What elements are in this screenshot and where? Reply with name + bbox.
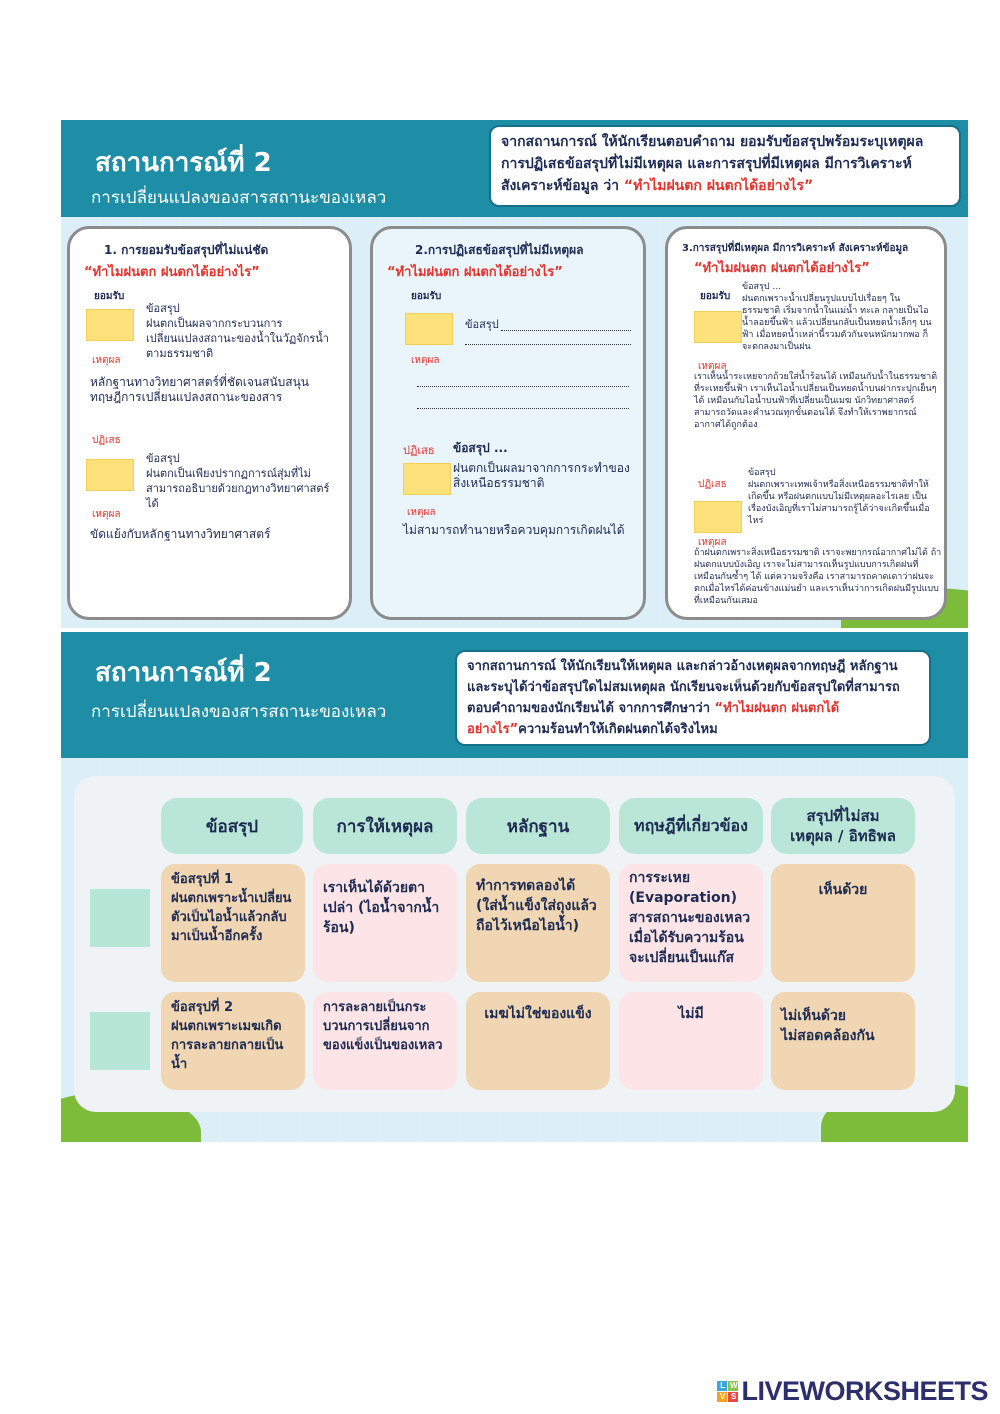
- reject-reason: ขัดแย้งกับหลักฐานทางวิทยาศาสตร์: [90, 527, 271, 541]
- worksheet-panel-1: [61, 120, 968, 628]
- page-title: สถานการณ์ที่ 2: [95, 148, 272, 178]
- card-question: “ทำไมฝนตก ฝนตกได้อย่างไร”: [694, 261, 870, 276]
- accept-reason: หลักฐานทางวิทยาศาสตร์ที่ชัดเจนสนับสนุนทฤษฎีการเปลี่ยนแปลงสถานะของสาร: [90, 375, 309, 404]
- accept-label: ยอมรับ: [94, 291, 125, 302]
- logo-tile: V: [717, 1392, 727, 1402]
- card-heading: 2.การปฏิเสธข้อสรุปที่ไม่มีเหตุผล: [415, 243, 584, 257]
- table-cell: เห็นด้วย: [771, 864, 915, 982]
- worksheet-panel-2: [61, 632, 968, 1142]
- page-title: สถานการณ์ที่ 2: [95, 658, 272, 688]
- accept-answer-box[interactable]: [405, 313, 453, 345]
- answer-line[interactable]: [417, 407, 629, 409]
- table-cell: ทำการทดลองได้ (ใส่น้ำแข็งใส่ถุงแล้วถือไว้เหนือไอน้ำ): [466, 864, 610, 982]
- reject-answer-box[interactable]: [694, 501, 742, 533]
- table-cell: ไม่เห็นด้วย ไม่สอดคล้องกัน: [771, 992, 915, 1090]
- reason-label: เหตุผล: [698, 537, 727, 548]
- page-subtitle: การเปลี่ยนแปลงของสารสถานะของเหลว: [91, 188, 387, 208]
- table-header: ข้อสรุป: [161, 798, 303, 854]
- accept-conclusion: ข้อสรุป: [465, 318, 499, 331]
- table-cell: ข้อสรุปที่ 1 ฝนตกเพราะน้ำเปลี่ยนตัวเป็นไอน้ำแล้วกลับมาเป็นน้ำอีกครั้ง: [161, 864, 305, 982]
- accept-label: ยอมรับ: [411, 291, 442, 302]
- reason-label: เหตุผล: [411, 355, 440, 366]
- reject-conclusion: ข้อสรุป ...: [453, 441, 508, 455]
- reason-label: เหตุผล: [698, 361, 727, 372]
- accept-label: ยอมรับ: [700, 291, 731, 302]
- table-cell: การละลายเป็นกระบวนการเปลี่ยนจากของแข็งเป็นของเหลว: [313, 992, 457, 1090]
- instruction-box: [489, 125, 961, 207]
- table-cell: ไม่มี: [619, 992, 763, 1090]
- card-heading: 1. การยอมรับข้อสรุปที่ไม่แน่ชัด: [104, 243, 269, 257]
- reason-label: เหตุผล: [407, 507, 436, 518]
- logo-tile: L: [717, 1381, 727, 1391]
- accept-reason: เราเห็นน้ำระเหยจากถ้วยใส่น้ำร้อนได้ เหมือนกับน้ำในธรรมชาติที่ระเหยขึ้นฟ้า เราเห็นไอน้ำเปลี่ยนเป็นหยดน้ำบนฝากระปุกเย็นๆ ได้ เหมือนกับไอน้ำบนฟ้าที่เปลี่ยนเป็นเมฆ นักวิทยาศาสตร์สามารถวัดและคำนวณทุกขั้นตอนได้ จึงทำให้เราพยากรณ์อากาศได้ถูกต้อง: [694, 372, 938, 430]
- reason-label: เหตุผล: [92, 509, 121, 520]
- accept-answer-box[interactable]: [694, 311, 742, 343]
- liveworksheets-logo: [717, 1376, 988, 1407]
- answer-line[interactable]: [501, 329, 631, 331]
- header-banner: [61, 120, 968, 217]
- reject-reason: ถ้าฝนตกเพราะสิ่งเหนือธรรมชาติ เราจะพยากรณ์อากาศไม่ได้ ถ้าฝนตกแบบบังเอิญ เราจะไม่สามารถเห็นรูปแบบการเกิดฝนที่เหมือนกันซ้ำๆ ได้ แต่ความจริงคือ เราสามารถคาดเดาว่าฝนจะตกเมื่อไหร่ได้ค่อนข้างแม่นยำ และเราเห็นว่าการเกิดฝนมีรูปแบบที่เหมือนกันเสมอ: [694, 548, 942, 606]
- logo-tile: S: [728, 1392, 738, 1402]
- instruction-text: จากสถานการณ์ ให้นักเรียนให้เหตุผล และกล่าวอ้างเหตุผลจากทฤษฎี หลักฐาน และระบุได้ว่าข้อสรุปใดไม่สมเหตุผล นักเรียนจะเห็นด้วยกับข้อสรุปใดที่สามารถตอบคำถามของนักเรียนได้ จากการศึกษาว่า: [467, 659, 900, 716]
- reject-label: ปฏิเสธ: [92, 435, 121, 446]
- instruction-text: จากสถานการณ์ ให้นักเรียนตอบคำถาม ยอมรับข้อสรุปพร้อมระบุเหตุผล การปฏิเสธข้อสรุปที่ไม่มีเหตุผล และการสรุปที่มีเหตุผล มีการวิเคราะห์ สังเคราะห์ข้อมูล ว่า: [501, 134, 924, 194]
- card-reasoned-conclusion: [665, 226, 947, 620]
- brand-name: LIVEWORKSHEETS: [741, 1376, 988, 1406]
- table-cell: เราเห็นได้ด้วยตาเปล่า (ไอน้ำจากน้ำร้อน): [313, 864, 457, 982]
- card-question: “ทำไมฝนตก ฝนตกได้อย่างไร”: [387, 265, 563, 280]
- accept-conclusion: ข้อสรุป ... ฝนตกเพราะน้ำเปลี่ยนรูปแบบไปเรื่อยๆ ในธรรมชาติ เริ่มจากน้ำในแม่น้ำ ทะเล กลายเป็นไอน้ำลอยขึ้นฟ้า แล้วเปลี่ยนกลับเป็นหยดน้ำเล็กๆ บนฟ้า เมื่อหยดน้ำเหล่านี้รวมตัวกันจนหนักมากพอ ก็จะตกลงมาเป็นฝน: [742, 282, 932, 352]
- table-header: สรุปที่ไม่สม เหตุผล / อิทธิพล: [771, 798, 915, 854]
- answer-line[interactable]: [417, 385, 629, 387]
- instruction-quote: “ทำไมฝนตก ฝนตกได้อย่างไร”: [467, 701, 840, 737]
- table-header: ทฤษฎีที่เกี่ยวข้อง: [619, 798, 763, 854]
- table-cell: การระเหย (Evaporation) สารสถานะของเหลวเมื่อได้รับความร้อนจะเปลี่ยนเป็นแก๊ส: [619, 864, 763, 982]
- reject-text: ฝนตกเป็นผลมาจากการกระทำของสิ่งเหนือธรรมชาติ: [453, 461, 630, 490]
- answer-drop-box[interactable]: [90, 1012, 150, 1070]
- reason-label: เหตุผล: [92, 355, 121, 366]
- logo-tile: W: [729, 1381, 737, 1390]
- reject-label: ปฏิเสธ: [698, 479, 727, 490]
- card-question: “ทำไมฝนตก ฝนตกได้อย่างไร”: [84, 265, 260, 280]
- accept-conclusion: ข้อสรุป ฝนตกเป็นผลจากกระบวนการเปลี่ยนแปลงสถานะของน้ำในวัฏจักรน้ำตามธรรมชาติ: [146, 302, 329, 360]
- card-reject-unreasoned: [370, 226, 646, 620]
- table-cell: เมฆไม่ใช่ของแข็ง: [466, 992, 610, 1090]
- accept-answer-box[interactable]: [86, 309, 134, 341]
- instruction-end: ความร้อนทำให้เกิดฝนตกได้จริงไหม: [518, 722, 718, 737]
- card-heading: 3.การสรุปที่มีเหตุผล มีการวิเคราะห์ สังเคราะห์ข้อมูล: [682, 243, 909, 254]
- reject-reason: ไม่สามารถทำนายหรือควบคุมการเกิดฝนได้: [403, 523, 625, 537]
- reject-conclusion: ข้อสรุป ฝนตกเป็นเพียงปรากฏการณ์สุ่มที่ไม่สามารถอธิบายด้วยกฎทางวิทยาศาสตร์ได้: [146, 452, 330, 510]
- answer-line[interactable]: [465, 343, 631, 345]
- header-banner: [61, 632, 968, 758]
- card-accept-uncertain: [67, 226, 352, 620]
- table-header: หลักฐาน: [466, 798, 610, 854]
- table-cell: ข้อสรุปที่ 2 ฝนตกเพราะเมฆเกิดการละลายกลายเป็นน้ำ: [161, 992, 305, 1090]
- reject-answer-box[interactable]: [403, 463, 451, 495]
- reject-label: ปฏิเสธ: [403, 444, 435, 457]
- instruction-quote: “ทำไมฝนตก ฝนตกได้อย่างไร”: [623, 178, 814, 194]
- reject-conclusion: ข้อสรุป ฝนตกเพราะเทพเจ้าหรือสิ่งเหนือธรรมชาติทำให้เกิดขึ้น หรือฝนตกแบบไม่มีเหตุผลอะไรเลย เป็นเรื่องบังเอิญที่เราไม่สามารถรู้ได้ว่าจะเกิดขึ้นเมื่อไหร่: [748, 468, 930, 526]
- answer-drop-box[interactable]: [90, 889, 150, 947]
- logo-icon: [717, 1381, 738, 1402]
- table-header: การให้เหตุผล: [313, 798, 457, 854]
- page-subtitle: การเปลี่ยนแปลงของสารสถานะของเหลว: [91, 702, 387, 722]
- reject-answer-box[interactable]: [86, 459, 134, 491]
- instruction-box: [455, 650, 931, 746]
- conclusion-table: [74, 776, 955, 1112]
